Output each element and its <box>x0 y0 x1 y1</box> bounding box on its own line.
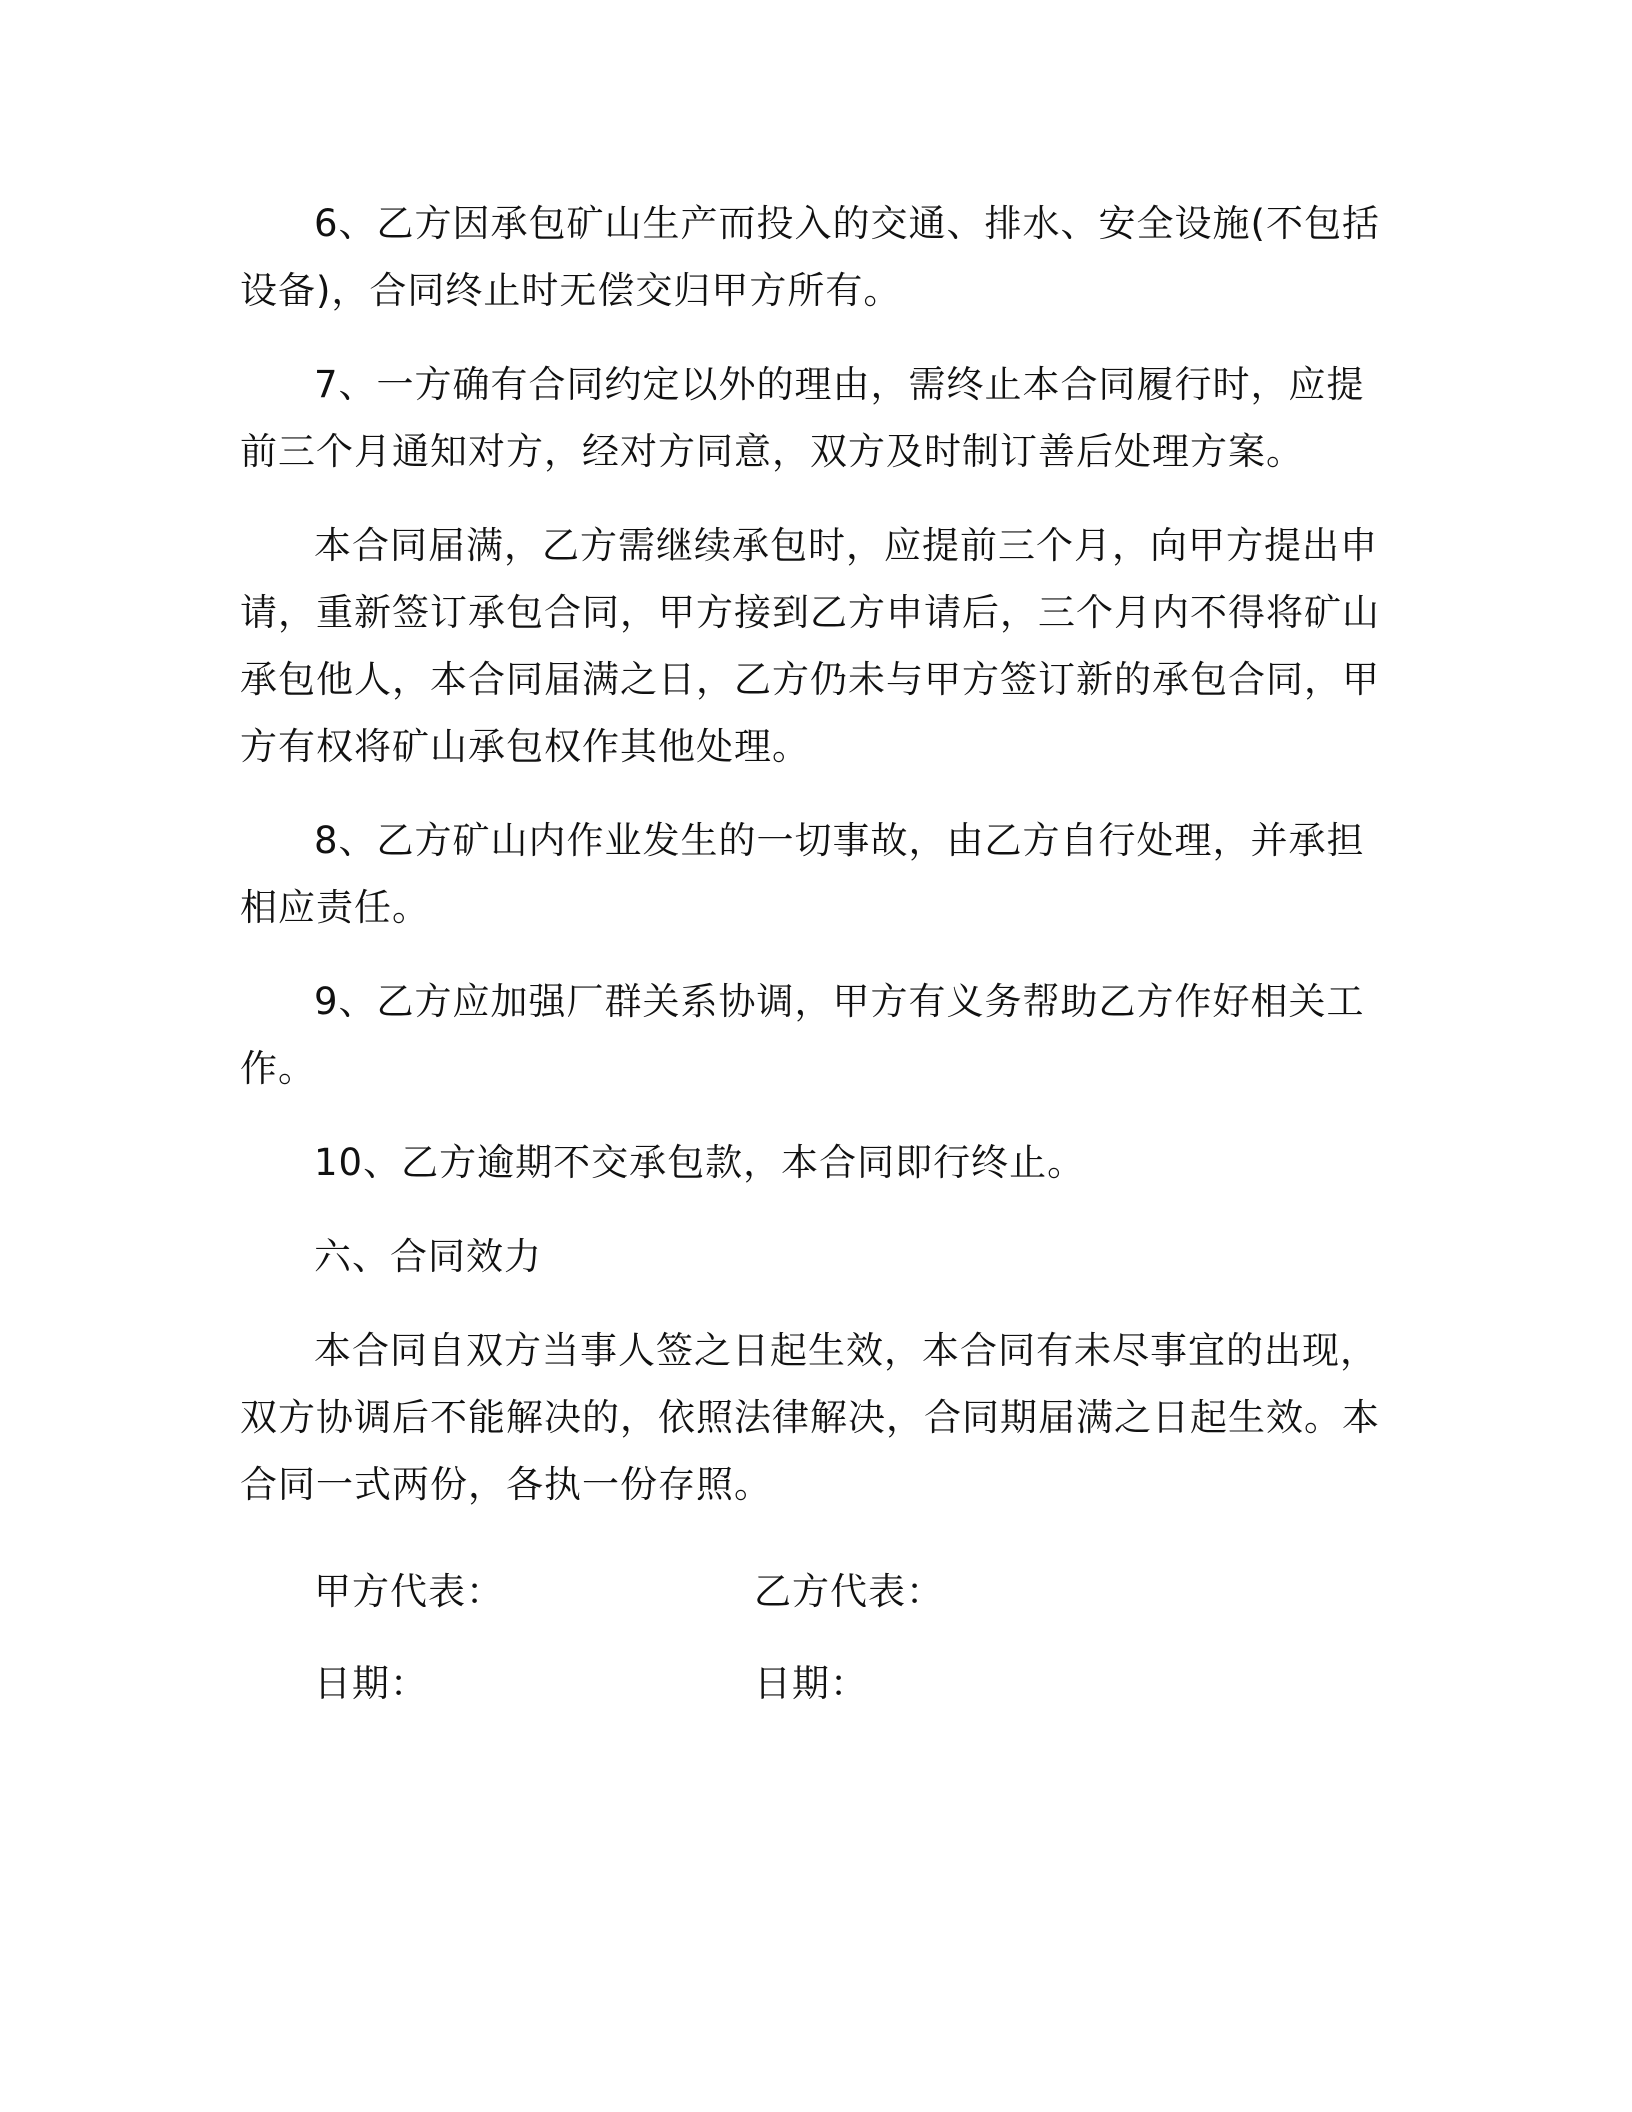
party-a-date-label: 日期： <box>314 1662 428 1705</box>
clause-7: 7、一方确有合同约定以外的理由，需终止本合同履行时，应提前三个月通知对方，经对方同意，双方及时制订善后处理方案。 <box>240 363 1365 473</box>
signature-block <box>314 1558 1314 1742</box>
renewal-clause: 本合同届满，乙方需继续承包时，应提前三个月，向甲方提出申请，重新签订承包合同，甲方接到乙方申请后，三个月内不得将矿山承包他人，本合同届满之日，乙方仍未与甲方签订新的承包合同，甲方有权将矿山承包权作其他处理。 <box>240 524 1380 768</box>
party-a-representative-label: 甲方代表： <box>314 1570 504 1613</box>
representative-row <box>314 1558 1314 1650</box>
clause-10: 10、乙方逾期不交承包款，本合同即行终止。 <box>314 1141 1086 1184</box>
party-b-representative-label: 乙方代表： <box>754 1570 944 1613</box>
section-heading-effectiveness: 六、合同效力 <box>314 1235 542 1278</box>
party-b-date-label: 日期： <box>754 1662 868 1705</box>
clause-6: 6、乙方因承包矿山生产而投入的交通、排水、安全设施(不包括设备)，合同终止时无偿交归甲方所有。 <box>240 202 1380 312</box>
date-row <box>314 1650 1314 1742</box>
clause-9: 9、乙方应加强厂群关系协调，甲方有义务帮助乙方作好相关工作。 <box>240 980 1365 1090</box>
effectiveness-clause: 本合同自双方当事人签之日起生效，本合同有未尽事宜的出现，双方协调后不能解决的，依照法律解决，合同期届满之日起生效。本合同一式两份，各执一份存照。 <box>240 1329 1380 1506</box>
contract-body <box>240 190 1400 1518</box>
clause-8: 8、乙方矿山内作业发生的一切事故，由乙方自行处理，并承担相应责任。 <box>240 819 1365 929</box>
